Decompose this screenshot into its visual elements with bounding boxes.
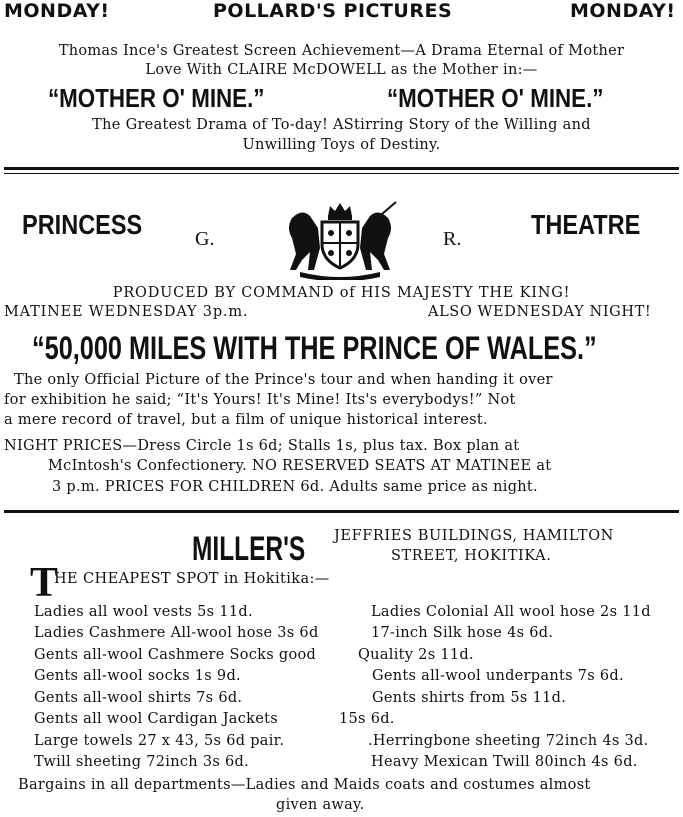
command-line: PRODUCED BY COMMAND of HIS MAJESTY THE KING!	[112, 285, 571, 301]
pollards-title: POLLARD'S PICTURES	[213, 0, 453, 22]
item-left-7: Large towels 27 x 43, 5s 6d pair.	[34, 733, 285, 749]
item-right-3: Quality 2s 11d.	[358, 647, 474, 663]
millers-address-2: STREET, HOKITIKA.	[391, 548, 552, 564]
divider-2	[4, 510, 679, 513]
intro-line-1: Thomas Ince's Greatest Screen Achievement—A Drama Eternal of Mother	[58, 43, 625, 59]
item-right-8: Heavy Mexican Twill 80inch 4s 6d.	[371, 754, 638, 770]
film-title-right: “MOTHER O' MINE.”	[387, 83, 604, 113]
desc-line-3: a mere record of travel, but a film of unique historical interest.	[4, 412, 488, 428]
intro-line-2: Love With CLAIRE McDOWELL as the Mother in:—	[145, 62, 538, 78]
item-right-5: Gents shirts from 5s 11d.	[372, 690, 567, 706]
prices-line-3: 3 p.m. PRICES FOR CHILDREN 6d. Adults same price as night.	[52, 479, 538, 495]
prince-film-title: “50,000 MILES WITH THE PRINCE OF WALES.”	[32, 330, 597, 366]
item-right-6: 15s 6d.	[339, 711, 395, 727]
desc-line-2: for exhibition he said; “It's Yours! It's Mine! Its's everybodys!” Not	[4, 392, 516, 408]
item-right-7: .Herringbone sheeting 72inch 4s 3d.	[368, 733, 649, 749]
item-left-3: Gents all-wool Cashmere Socks good	[34, 647, 317, 663]
prices-line-2: McIntosh's Confectionery. NO RESERVED SEATS AT MATINEE at	[48, 458, 552, 474]
desc-line-1: The only Official Picture of the Prince's tour and when handing it over	[14, 372, 553, 388]
dropcap: T	[30, 560, 59, 606]
divider-1b	[4, 173, 679, 174]
item-left-6: Gents all wool Cardigan Jackets	[34, 711, 279, 727]
prices-line-1: NIGHT PRICES—Dress Circle 1s 6d; Stalls 1s, plus tax. Box plan at	[4, 438, 520, 454]
day-right: MONDAY!	[570, 0, 676, 22]
princess-name: PRINCESS	[22, 209, 143, 240]
item-right-4: Gents all-wool underpants 7s 6d.	[372, 668, 624, 684]
tagline-line-1: The Greatest Drama of To-day! AStirring Story of the Willing and	[92, 117, 591, 133]
film-title-left: “MOTHER O' MINE.”	[48, 83, 265, 113]
item-left-5: Gents all-wool shirts 7s 6d.	[34, 690, 243, 706]
millers-address-1: JEFFRIES BUILDINGS, HAMILTON	[334, 528, 614, 544]
divider-1	[4, 167, 679, 170]
theatre-name: THEATRE	[531, 209, 641, 240]
item-left-2: Ladies Cashmere All-wool hose 3s 6d	[34, 625, 319, 641]
day-left: MONDAY!	[4, 0, 110, 22]
matinee-right: ALSO WEDNESDAY NIGHT!	[428, 304, 652, 320]
r-letter: R.	[443, 228, 462, 250]
item-right-1: Ladies Colonial All wool hose 2s 11d	[371, 604, 651, 620]
footer-line-2: given away.	[276, 797, 365, 813]
item-right-2: 17-inch Silk hose 4s 6d.	[371, 625, 554, 641]
item-left-8: Twill sheeting 72inch 3s 6d.	[34, 754, 250, 770]
item-left-1: Ladies all wool vests 5s 11d.	[34, 604, 253, 620]
item-left-4: Gents all-wool socks 1s 9d.	[34, 668, 241, 684]
millers-name: MILLER'S	[192, 530, 306, 568]
royal-crest-icon	[278, 198, 402, 280]
tagline-line-2: Unwilling Toys of Destiny.	[242, 137, 441, 153]
g-letter: G.	[195, 228, 215, 250]
footer-line-1: Bargains in all departments—Ladies and Maids coats and costumes almost	[18, 777, 591, 793]
millers-headline: HE CHEAPEST SPOT in Hokitika:—	[54, 571, 330, 587]
matinee-left: MATINEE WEDNESDAY 3p.m.	[4, 304, 249, 320]
